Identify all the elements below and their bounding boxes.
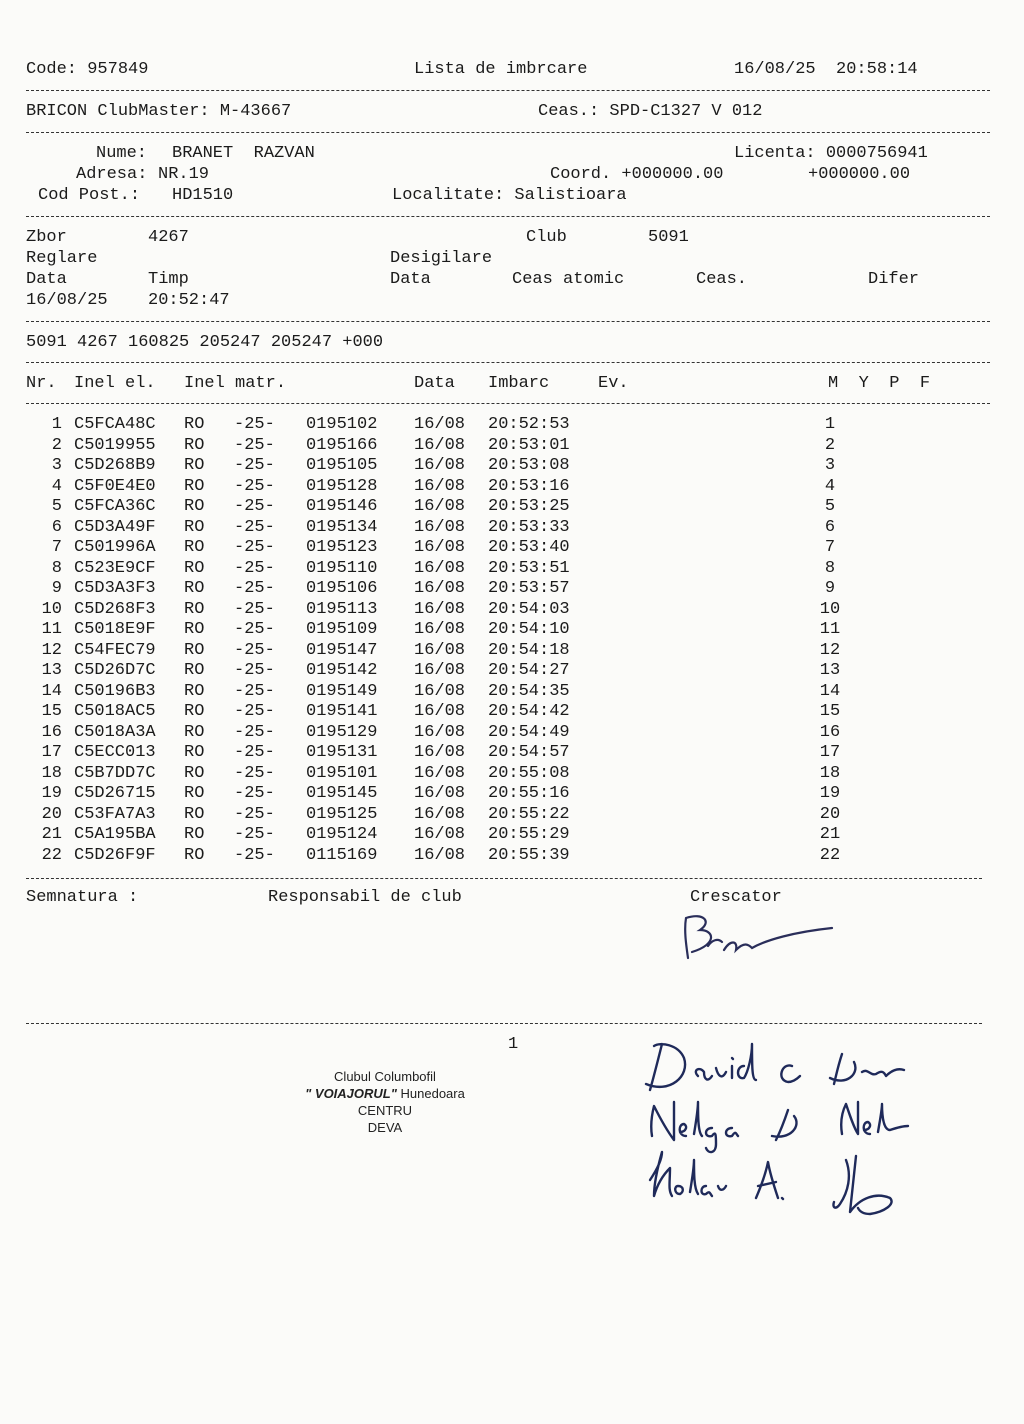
boarding-time: 20:53:51 (488, 558, 570, 578)
boarding-date: 16/08 (414, 415, 466, 434)
boarding-date: 16/08 (414, 722, 466, 742)
committee-signatures (640, 1036, 920, 1226)
electronic-ring: C5019955 (74, 435, 156, 455)
table-row (0, 784, 1024, 804)
m-value: 18 (819, 763, 841, 783)
stamp-line-3: CENTRU (357, 1103, 413, 1118)
registration-number: 0195146 (306, 497, 378, 516)
locality: Localitate: Salistioara (392, 186, 627, 205)
table-row (0, 661, 1024, 681)
ring-year: -25- (234, 415, 275, 434)
clock-id: Ceas.: SPD-C1327 V 012 (538, 102, 763, 121)
country-code: RO (184, 702, 205, 721)
document-title: Lista de imbrcare (414, 60, 588, 79)
boarding-date: 16/08 (414, 845, 466, 865)
breeder-signature (674, 910, 844, 970)
country-code: RO (184, 476, 205, 496)
flight-label: Zbor (26, 228, 67, 247)
stamp-line-4: DEVA (367, 1120, 403, 1135)
row-number: 19 (41, 784, 62, 803)
country-code: RO (184, 497, 205, 516)
stamp-line-1: Clubul Columbofil (334, 1069, 436, 1084)
boarding-time: 20:54:57 (488, 743, 570, 762)
boarding-date: 16/08 (414, 743, 466, 762)
registration-number: 0195141 (306, 702, 378, 721)
col-date: Data (414, 374, 455, 393)
coordinates-second: +000000.00 (808, 165, 911, 184)
col-myp: M Y P F (828, 374, 931, 393)
row-number: 2 (51, 435, 62, 455)
boarding-date: 16/08 (414, 558, 466, 578)
boarding-date: 16/08 (414, 579, 466, 598)
m-value: 9 (824, 579, 836, 598)
boarding-date: 16/08 (414, 599, 466, 619)
boarding-time: 20:54:18 (488, 640, 570, 660)
boarding-date: 16/08 (414, 661, 466, 680)
unseal-date-label: Data (390, 270, 431, 289)
boarding-date: 16/08 (414, 702, 466, 721)
row-number: 12 (41, 640, 62, 660)
date-label: Data (26, 270, 67, 289)
row-number: 8 (51, 558, 62, 578)
m-value: 22 (819, 845, 841, 865)
country-code: RO (184, 579, 205, 598)
owner-address: NR.19 (158, 165, 210, 184)
boarding-time: 20:55:39 (488, 845, 570, 865)
m-value: 8 (824, 558, 836, 578)
license: Licenta: 0000756941 (734, 144, 928, 163)
ring-year: -25- (234, 640, 275, 660)
row-number: 7 (51, 538, 62, 557)
boarding-date: 16/08 (414, 517, 466, 537)
ring-year: -25- (234, 476, 275, 496)
col-nr: Nr. (26, 374, 57, 393)
row-number: 4 (51, 476, 62, 496)
postcode: HD1510 (172, 186, 234, 205)
ring-year: -25- (234, 681, 275, 701)
boarding-date: 16/08 (414, 804, 466, 824)
m-value: 5 (824, 497, 836, 516)
boarding-time: 20:55:16 (488, 784, 570, 803)
row-number: 6 (51, 517, 62, 537)
electronic-ring: C5D268B9 (74, 456, 156, 475)
row-number: 14 (41, 681, 62, 701)
boarding-time: 20:52:53 (488, 415, 570, 434)
country-code: RO (184, 661, 205, 680)
registration-number: 0195106 (306, 579, 378, 598)
electronic-ring: C5F0E4E0 (74, 476, 156, 496)
table-row (0, 518, 1024, 538)
registration-number: 0195105 (306, 456, 378, 475)
boarding-time: 20:54:10 (488, 620, 570, 639)
m-value: 4 (824, 476, 836, 496)
registration-number: 0195134 (306, 517, 378, 537)
country-code: RO (184, 681, 205, 701)
m-value: 2 (824, 435, 836, 455)
registration-number: 0195147 (306, 640, 378, 660)
table-row (0, 559, 1024, 579)
row-number: 15 (41, 702, 62, 721)
print-datetime: 16/08/25 20:58:14 (734, 60, 918, 79)
ring-year: -25- (234, 804, 275, 824)
m-value: 6 (824, 517, 836, 537)
col-boarding: Imbarc (488, 374, 550, 393)
registration-number: 0195131 (306, 743, 378, 762)
boarding-date: 16/08 (414, 784, 466, 803)
ring-year: -25- (234, 497, 275, 516)
ring-year: -25- (234, 825, 275, 844)
electronic-ring: C53FA7A3 (74, 804, 156, 824)
table-row (0, 456, 1024, 476)
boarding-time: 20:55:22 (488, 804, 570, 824)
boarding-date: 16/08 (414, 763, 466, 783)
boarding-time: 20:55:29 (488, 825, 570, 844)
time-label: Timp (148, 270, 189, 289)
registration-number: 0195142 (306, 661, 378, 680)
row-number: 3 (51, 456, 62, 475)
club-responsible-label: Responsabil de club (268, 888, 462, 907)
boarding-date: 16/08 (414, 538, 466, 557)
electronic-ring: C5D3A49F (74, 517, 156, 537)
table-row (0, 497, 1024, 517)
boarding-date: 16/08 (414, 640, 466, 660)
boarding-date: 16/08 (414, 620, 466, 639)
m-value: 7 (824, 538, 836, 557)
country-code: RO (184, 620, 205, 639)
ring-year: -25- (234, 599, 275, 619)
registration-number: 0195125 (306, 804, 378, 824)
row-number: 5 (51, 497, 62, 516)
boarding-time: 20:54:42 (488, 702, 570, 721)
ring-year: -25- (234, 784, 275, 803)
col-ev: Ev. (598, 374, 629, 393)
registration-number: 0195113 (306, 599, 378, 619)
country-code: RO (184, 435, 205, 455)
m-value: 3 (824, 456, 836, 475)
stamp-city: Hunedoara (396, 1086, 465, 1101)
electronic-ring: C5D268F3 (74, 599, 156, 619)
ring-year: -25- (234, 538, 275, 557)
country-code: RO (184, 517, 205, 537)
ring-year: -25- (234, 661, 275, 680)
m-value: 20 (819, 804, 841, 824)
table-row (0, 764, 1024, 784)
boarding-time: 20:55:08 (488, 763, 570, 783)
setting-label: Reglare (26, 249, 98, 268)
country-code: RO (184, 538, 205, 557)
boarding-time: 20:53:01 (488, 435, 570, 455)
ring-year: -25- (234, 456, 275, 475)
registration-number: 0195149 (306, 681, 378, 701)
country-code: RO (184, 722, 205, 742)
electronic-ring: C501996A (74, 538, 156, 557)
m-value: 17 (819, 743, 841, 762)
col-electronic-ring: Inel el. (74, 374, 156, 393)
row-number: 16 (41, 722, 62, 742)
table-row (0, 538, 1024, 558)
boarding-time: 20:53:16 (488, 476, 570, 496)
name-label: Nume: (96, 144, 148, 163)
country-code: RO (184, 743, 205, 762)
table-row (0, 702, 1024, 722)
divider (26, 321, 990, 322)
electronic-ring: C5D26F9F (74, 845, 156, 865)
table-row (0, 477, 1024, 497)
table-row (0, 600, 1024, 620)
m-value: 12 (819, 640, 841, 660)
divider (26, 90, 990, 91)
boarding-time: 20:53:25 (488, 497, 570, 516)
country-code: RO (184, 825, 205, 844)
boarding-time: 20:53:33 (488, 517, 570, 537)
ring-year: -25- (234, 763, 275, 783)
electronic-ring: C54FEC79 (74, 640, 156, 660)
boarding-date: 16/08 (414, 456, 466, 475)
atomic-clock-label: Ceas atomic (512, 270, 625, 289)
table-row (0, 415, 1024, 435)
electronic-ring: C5ECC013 (74, 743, 156, 762)
clubmaster-id: BRICON ClubMaster: M-43667 (26, 102, 292, 121)
club-stamp (280, 1068, 490, 1136)
club-number: 5091 (648, 228, 689, 247)
registration-number: 0195128 (306, 476, 378, 496)
col-registration-ring: Inel matr. (184, 374, 287, 393)
document-code: Code: 957849 (26, 60, 149, 79)
registration-number: 0195166 (306, 435, 378, 455)
ring-year: -25- (234, 845, 275, 865)
boarding-date: 16/08 (414, 681, 466, 701)
table-row (0, 641, 1024, 661)
row-number: 22 (41, 845, 62, 865)
row-number: 17 (41, 743, 62, 762)
postcode-label: Cod Post.: (38, 186, 141, 205)
address-label: Adresa: (76, 165, 148, 184)
registration-number: 0195124 (306, 825, 378, 844)
m-value: 16 (819, 722, 841, 742)
country-code: RO (184, 558, 205, 578)
country-code: RO (184, 640, 205, 660)
table-row (0, 723, 1024, 743)
country-code: RO (184, 804, 205, 824)
owner-name: BRANET RAZVAN (172, 144, 315, 163)
boarding-time: 20:53:57 (488, 579, 570, 598)
breeder-label: Crescator (690, 888, 782, 907)
ring-year: -25- (234, 743, 275, 762)
divider (26, 132, 990, 133)
m-value: 13 (819, 661, 841, 680)
flight-number: 4267 (148, 228, 189, 247)
registration-number: 0195129 (306, 722, 378, 742)
divider (26, 216, 990, 217)
boarding-date: 16/08 (414, 476, 466, 496)
registration-number: 0195123 (306, 538, 378, 557)
electronic-ring: C5D26D7C (74, 661, 156, 680)
table-row (0, 579, 1024, 599)
electronic-ring: C50196B3 (74, 681, 156, 701)
m-value: 1 (824, 415, 836, 434)
setting-date: 16/08/25 (26, 291, 108, 310)
boarding-date: 16/08 (414, 825, 466, 844)
electronic-ring: C5B7DD7C (74, 763, 156, 783)
country-code: RO (184, 763, 205, 783)
country-code: RO (184, 415, 205, 434)
clock-label: Ceas. (696, 270, 748, 289)
boarding-date: 16/08 (414, 435, 466, 455)
row-number: 10 (41, 599, 62, 619)
row-number: 1 (51, 415, 62, 434)
m-value: 21 (819, 825, 841, 844)
boarding-time: 20:54:49 (488, 722, 570, 742)
coordinates: Coord. +000000.00 (550, 165, 724, 184)
row-number: 20 (41, 804, 62, 824)
electronic-ring: C5D26715 (74, 784, 156, 803)
table-row (0, 805, 1024, 825)
registration-number: 0195101 (306, 763, 378, 783)
row-number: 18 (41, 763, 62, 783)
table-row (0, 682, 1024, 702)
row-number: 21 (41, 825, 62, 844)
boarding-time: 20:54:35 (488, 681, 570, 701)
table-row (0, 743, 1024, 763)
difference-label: Difer (868, 270, 920, 289)
m-value: 10 (819, 599, 841, 619)
country-code: RO (184, 784, 205, 803)
table-row (0, 846, 1024, 866)
electronic-ring: C5A195BA (74, 825, 156, 844)
row-number: 9 (51, 579, 62, 598)
registration-number: 0195102 (306, 415, 378, 434)
m-value: 15 (819, 702, 841, 721)
registration-number: 0195110 (306, 558, 378, 578)
table-row (0, 825, 1024, 845)
ring-year: -25- (234, 579, 275, 598)
table-row (0, 436, 1024, 456)
unsealing-label: Desigilare (390, 249, 493, 268)
divider (26, 403, 990, 404)
divider (26, 878, 982, 879)
electronic-ring: C5FCA36C (74, 497, 156, 516)
ring-year: -25- (234, 620, 275, 639)
divider (26, 1023, 982, 1024)
electronic-ring: C523E9CF (74, 558, 156, 578)
page-number: 1 (508, 1035, 519, 1054)
registration-number: 0195145 (306, 784, 378, 803)
electronic-ring: C5018A3A (74, 722, 156, 742)
ring-year: -25- (234, 722, 275, 742)
signature-label: Semnatura : (26, 888, 139, 907)
stamp-line-2 (280, 1085, 490, 1102)
boarding-time: 20:54:03 (488, 599, 570, 619)
m-value: 19 (819, 784, 841, 803)
boarding-time: 20:54:27 (488, 661, 570, 680)
electronic-ring: C5018E9F (74, 620, 156, 639)
electronic-ring: C5018AC5 (74, 702, 156, 721)
stamp-club-name: " VOIAJORUL" (305, 1086, 397, 1101)
electronic-ring: C5FCA48C (74, 415, 156, 434)
country-code: RO (184, 599, 205, 619)
setting-time: 20:52:47 (148, 291, 230, 310)
boarding-time: 20:53:08 (488, 456, 570, 475)
boarding-date: 16/08 (414, 497, 466, 516)
row-number: 13 (41, 661, 62, 680)
registration-number: 0195109 (306, 620, 378, 639)
registration-number: 0115169 (306, 845, 378, 865)
flight-code-line: 5091 4267 160825 205247 205247 +000 (26, 333, 384, 352)
ring-year: -25- (234, 435, 275, 455)
row-number: 11 (41, 620, 62, 639)
m-value: 14 (819, 681, 841, 701)
m-value: 11 (819, 620, 841, 639)
ring-year: -25- (234, 558, 275, 578)
ring-year: -25- (234, 517, 275, 537)
country-code: RO (184, 845, 205, 865)
electronic-ring: C5D3A3F3 (74, 579, 156, 598)
ring-year: -25- (234, 702, 275, 721)
country-code: RO (184, 456, 205, 475)
table-row (0, 620, 1024, 640)
boarding-time: 20:53:40 (488, 538, 570, 557)
divider (26, 362, 990, 363)
club-label: Club (526, 228, 567, 247)
